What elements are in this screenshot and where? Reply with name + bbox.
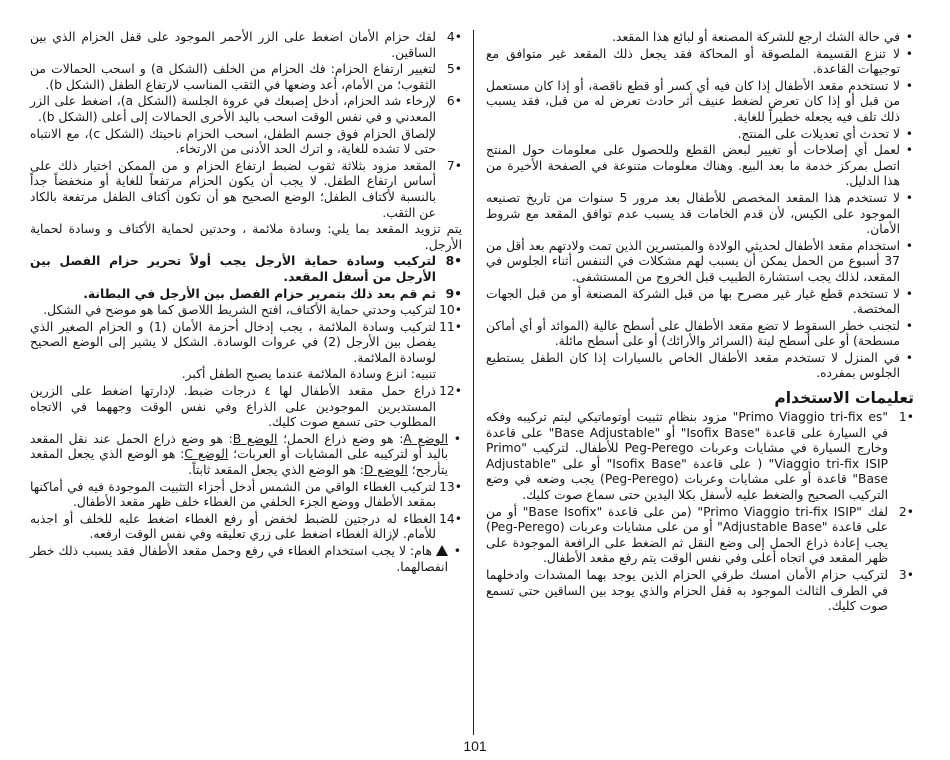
step-number: •14 bbox=[439, 511, 462, 526]
step-text: لفك "Primo Viaggio tri-fix ISIP" (من على قاعدة "Base Isofix" أو من على قاعدة "Adjustable Base" أو من على مشايات وعربات (Peg-Perego) يجب إعادة ذراع الحمل إلى وضع النقل ثم الضغط على الرافعة الموجودة على ظهر المقعد في اتجاه أعلى وفي نفس الوقت يتم رفع مقعد الأطفال. bbox=[486, 504, 888, 566]
step-text: لتغيير ارتفاع الحزام: فك الحزام من الخلف (الشكل a) و اسحب الحمالات من الثقوب؛ من الأمام، أعد وضعها في الثقب المناسب لارتفاع الطفل (الشكل b). bbox=[30, 62, 436, 92]
step-number: •11 bbox=[439, 319, 462, 334]
position-a-label: الوضع A bbox=[403, 431, 448, 446]
step-item bbox=[30, 62, 462, 93]
step-number: •4 bbox=[446, 30, 462, 44]
step-number: •5 bbox=[446, 62, 462, 77]
step-text: لتركيب الغطاء الواقي من الشمس أدخل أجزاء التثبيت الموجودة فيه في أماكنها بمقعد الأطفال ووضع الجزء الخلفي من الغطاء خلف ظهر مقعد الأطفال. bbox=[30, 479, 436, 510]
step-extra: لإلصاق الحزام فوق جسم الطفل، اسحب الحزام ناحيتك (الشكل c)، مع الانتباه حتى لا تشده للغاية، و اترك الحد الأدنى من الارتخاء. bbox=[30, 126, 436, 157]
step-text: المقعد مزود بثلاثة ثقوب لضبط ارتفاع الحزام و من الممكن اختيار ذلك على أساس ارتفاع الطفل. لا يجب أن يكون الحزام مرتفعاً للغاية أو منخفضاً جداً بالنسبة لأكتاف الطفل؛ الوضع الصحيح هو أن تكون أكتاف الطفل مرتفعة بالكاد عن الثقب. bbox=[30, 158, 436, 220]
warning-item: • في حالة الشك ارجع للشركة المصنعة أو لبائع هذا المقعد. bbox=[486, 30, 914, 46]
step-text: لتركيب وسادة حماية الأرجل يجب أولاً تحرير حزام الفصل بين الأرجل من أسفل المقعد. bbox=[30, 254, 436, 284]
step-item bbox=[30, 159, 462, 221]
left-column bbox=[30, 30, 462, 576]
warning-item: • لا تستخدم مقعد الأطفال إذا كان فيه أي كسر أو قطع ناقصة، أو إذا كان مستعمل من قبل أو إذا كان تعرض لضغط عنيف أثر حادث تعرض له من قبل، فقد يسبب ذلك تلف فيه يجعله خطيراً للغاية. bbox=[486, 79, 914, 126]
warning-note-text: هام: لا يجب استخدام الغطاء في رفع وحمل مقعد الأطفال فقد يسبب ذلك خطر انفصالهما. bbox=[30, 544, 448, 574]
step-number: •10 bbox=[439, 303, 462, 318]
position-c-label: الوضع C bbox=[184, 447, 229, 462]
step-number: •7 bbox=[446, 158, 462, 173]
warning-item: • لتجنب خطر السقوط لا تضع مقعد الأطفال على أسطح عالية (الموائد أو أي أماكن مسطحة) أو على أسطح لينة (السرائر والأرائك) أو على أسطح مائلة. bbox=[486, 319, 914, 350]
step-number: •6 bbox=[446, 94, 462, 109]
position-b-text: : هو وضع ذراع الحمل عند نقل المقعد باليد أو لتركيبه على المشايات أو العربات؛ bbox=[30, 431, 448, 462]
step-text: لتركيب وسادة الملائمة ، يجب إدخال أحزمة الأمان (1) و الحزام الصغير الذي يفصل بين الأرجل (2) في عروات الوسادة. الشكل لا يشير إلى الوضع الصحيح لوسادة الملائمة. bbox=[30, 319, 436, 365]
step-item bbox=[30, 94, 462, 125]
step-text: لإرخاء شد الحزام، أدخل إصبعك في عروة الجلسة (الشكل a)، اضغط على الزر المعدني و في نفس الوقت اسحب باليد الأخرى الحمالات إلى أعلى (الشكل b). bbox=[30, 94, 436, 124]
step-number: •8 bbox=[445, 254, 462, 269]
step-number: •12 bbox=[439, 384, 462, 399]
step-number: •3 bbox=[898, 568, 914, 582]
step-item bbox=[30, 384, 462, 431]
right-column bbox=[486, 30, 914, 616]
step-item bbox=[486, 568, 914, 615]
step-text: لتركيب حزام الأمان امسك طرفي الحزام الذين يوجد بهما المشدات وادخلهما في الطرف الثالث الموجود به قفل الحزام والذي يوجد بين الساقين حتى تسمع صوت كليك. bbox=[486, 568, 888, 614]
warning-item: • لا تنزع القسيمة الملصوقة أو المحاكة فقد يجعل ذلك المقعد غير متوافق مع توجيهات القاعدة. bbox=[486, 47, 914, 78]
step-number: •13 bbox=[439, 479, 462, 494]
position-a-text: : هو وضع ذراع الحمل؛ bbox=[277, 431, 404, 446]
step-item bbox=[486, 410, 914, 504]
step-item bbox=[30, 287, 462, 303]
position-c-text: : هو الوضع الذي يجعل المقعد يتأرجح؛ bbox=[30, 447, 448, 478]
step-number: •9 bbox=[445, 286, 462, 301]
column-divider bbox=[473, 30, 474, 735]
step-text: الغطاء له درجتين للضبط لخفض أو رفع الغطاء اضغط عليه للخلف أو اجذبه للأمام. لإزالة الغطاء اضغط على زري تعليقه وفي نفس الوقت ارفعه. bbox=[30, 511, 436, 542]
warning-item: • في المنزل لا تستخدم مقعد الأطفال الخاص بالسيارات إذا كان الطفل يستطيع الجلوس بمفرده. bbox=[486, 351, 914, 382]
warning-item: • استخدام مقعد الأطفال لحديثي الولادة والمبتسرين الذين تمت ولادتهم بعد أقل من 37 أسبوع من الحمل يمكن أن يسبب لهم مشكلات في التنفس أثناء الجلوس في المقعد، لذلك يجب استشارة الطبيب قبل الخروج من المستشفى. bbox=[486, 239, 914, 286]
step-item bbox=[30, 254, 462, 285]
step-item bbox=[30, 480, 462, 511]
step-number: •2 bbox=[898, 504, 914, 519]
step-text: لفك حزام الأمان اضغط على الزر الأحمر الموجود على قفل الحزام الذي بين الساقين. bbox=[30, 30, 436, 60]
step-item bbox=[30, 512, 462, 543]
position-list bbox=[30, 432, 462, 479]
step-text: "Primo Viaggio tri-fix es" مزود بنظام تثبيت أوتوماتيكي ليتم تركيبه وفكه في السيارة على قاعدة "Isofix Base" أو "Base Adjustable" على قاعدة وخارج السيارة في مشايات وعربات Peg-Perego للأطفال. لتركيب "Primo Viaggio tri-fix ISIP" ( على قاعدة "Isofix Base" أو على "Adjustable Base" قاعدة أو على مشايات وعربات (Peg-Perego) يجب وضعه في وضع التركيب الصحيح والضغط عليه لأسفل بكلا اليدين حتى سماع صوت كليك. bbox=[486, 410, 888, 503]
step-text: لتركيب وحدتي حماية الأكتاف، افتح الشريط اللاصق كما هو موضح في الشكل. bbox=[43, 303, 436, 318]
usage-heading: تعليمات الاستخدام bbox=[774, 389, 914, 408]
warning-item: • لعمل أي إصلاحات أو تغيير لبعض القطع وللحصول على معلومات حول المنتج اتصل بمركز خدمة ما بعد البيع. وهناك معلومات متنوعة في الصفحة الأخيرة من هذا الدليل. bbox=[486, 143, 914, 190]
position-b-label: الوضع B bbox=[232, 431, 278, 446]
warning-note bbox=[30, 544, 462, 575]
step-number: •1 bbox=[898, 410, 914, 425]
position-d-text: : هو الوضع الذي يجعل المقعد ثابتاً. bbox=[188, 463, 364, 478]
step-extra: يتم تزويد المقعد بما يلي: وسادة ملائمة ، وحدتين لحماية الأكتاف و وسادة لحماية الأرجل. bbox=[30, 222, 462, 252]
position-d-label: الوضع D bbox=[363, 463, 408, 478]
step-note: تنبيه: انزع وسادة الملائمة عندما يصبح الطفل أكبر. bbox=[181, 367, 436, 382]
step-text: ثم قم بعد ذلك بتمرير حزام الفصل بين الأرجل في البطانة. bbox=[83, 286, 436, 301]
page-number: 101 bbox=[463, 738, 487, 754]
warning-item: • لا تستخدم قطع غيار غير مصرح بها من قبل الشركة المصنعة أو من قبل الجهات المختصة. bbox=[486, 287, 914, 318]
step-item bbox=[486, 505, 914, 567]
warning-item: • لا تحدث أي تعديلات على المنتج. bbox=[486, 127, 914, 143]
warning-item: • لا تستخدم هذا المقعد المخصص للأطفال بعد مرور 5 سنوات من تاريخ تصنيعه الموجود على الكيس، لأن قدم الخامات قد يسبب عدم توافق المقعد مع شروط الأمان. bbox=[486, 191, 914, 238]
step-item bbox=[30, 303, 462, 319]
step-item bbox=[30, 320, 462, 367]
step-text: ذراع حمل مقعد الأطفال لها ٤ درجات ضبط. لإدارتها اضغط على الزرين المستديرين الموجودين على الذراع وفي نفس الوقت وجههما في الاتجاه المطلوب حتى تسمع صوت كليك. bbox=[30, 384, 436, 430]
warning-icon bbox=[436, 545, 448, 556]
step-item bbox=[30, 30, 462, 61]
